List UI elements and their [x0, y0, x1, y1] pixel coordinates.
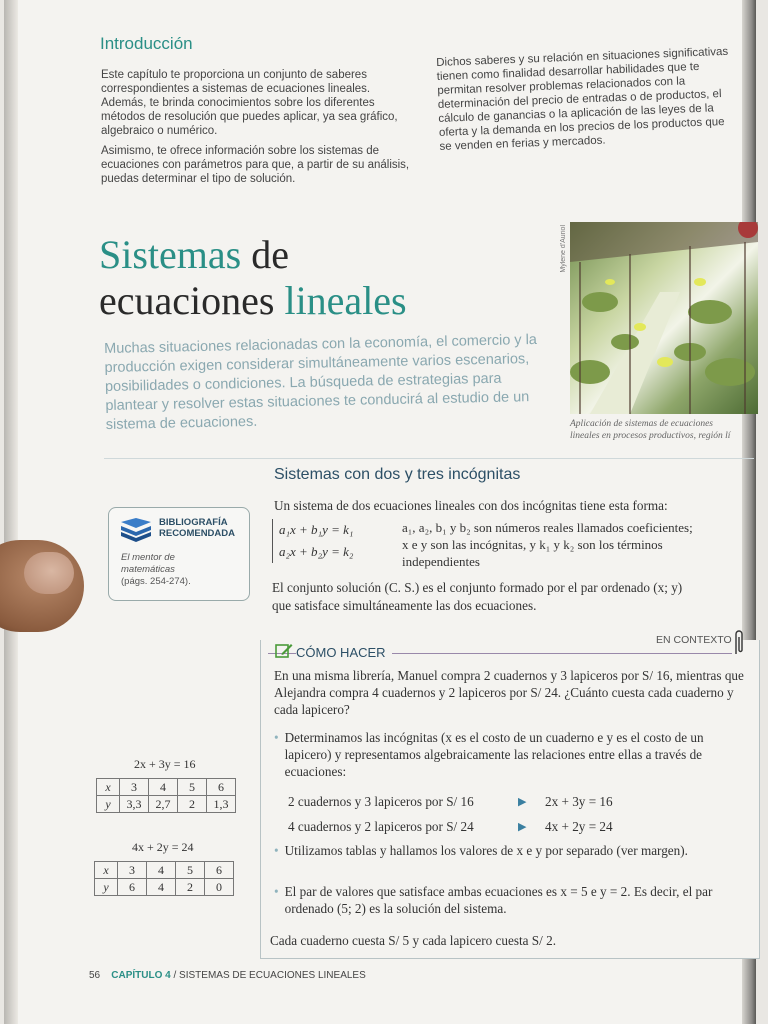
intro-title: Introducción — [100, 34, 193, 53]
page-edge-left — [4, 0, 18, 1024]
table-cell: 6 — [118, 879, 147, 896]
table-cell: 4 — [147, 862, 176, 879]
relation-1-text: 2 cuadernos y 3 lapiceros por S/ 16 — [288, 794, 474, 809]
section-divider — [104, 458, 754, 459]
page-footer — [89, 970, 366, 981]
conclusion: Cada cuaderno cuesta S/ 5 y cada lapicero cuesta S/ 2. — [270, 933, 556, 948]
table-cell: 3 — [120, 779, 149, 796]
equation-2: a₂x + b₂y = k₂ — [279, 544, 354, 559]
bullet-icon: • — [274, 884, 279, 899]
table-cell: 5 — [178, 779, 207, 796]
relation-2-equation: 4x + 2y = 24 — [545, 819, 613, 834]
table-1-x-row — [97, 779, 236, 796]
bibliography-reference — [121, 552, 191, 588]
how-to-title: CÓMO HACER — [296, 645, 392, 660]
table-cell: 6 — [207, 779, 236, 796]
chapter-title-word-4: lineales — [284, 278, 407, 323]
bibliography-heading-line-1: BIBLIOGRAFÍA — [159, 517, 228, 528]
bullet-icon: • — [274, 843, 279, 858]
photo-credit: Mylene d'Auriol — [560, 225, 567, 273]
table-cell: 4 — [147, 879, 176, 896]
greenhouse-illustration — [570, 222, 758, 414]
coefficient-description — [402, 519, 752, 570]
table-cell: x — [97, 779, 120, 796]
table-cell: 3,3 — [120, 796, 149, 813]
bibliography-heading-line-2: RECOMENDADA — [159, 528, 235, 539]
footer-separator: / — [170, 970, 180, 981]
chapter-name: SISTEMAS DE ECUACIONES LINEALES — [179, 970, 366, 981]
step-3 — [274, 883, 752, 917]
coefficient-line-2: x e y son las incógnitas, y k₁ y k₂ son los términos — [402, 537, 663, 552]
chapter-lead: Muchas situaciones relacionadas con la economía, el comercio y la producción exigen considerar simultáneamente varios escenarios, posibilidades o condiciones. La búsqueda de estrategias para plantear y resolver estas situaciones te conducirá al estudio de un sistema de ecuaciones. — [104, 331, 538, 433]
step-2 — [274, 842, 734, 859]
coefficient-line-1: a₁, a₂, b₁ y b₂ son números reales llamados coeficientes; — [402, 520, 693, 535]
table-cell: 1,3 — [207, 796, 236, 813]
equation-1: a₁x + b₁y = k₁ — [279, 522, 354, 537]
photo-caption-line-1: Aplicación de sistemas de ecuaciones — [570, 419, 713, 429]
table-cell: 4 — [149, 779, 178, 796]
book-page — [4, 0, 756, 1024]
greenhouse-photo — [570, 222, 758, 414]
table-cell: 5 — [176, 862, 205, 879]
table-1-equation: 2x + 3y = 16 — [134, 757, 196, 771]
table-2-equation: 4x + 2y = 24 — [132, 840, 194, 854]
intro-paragraph-2: Asimismo, te ofrece información sobre los sistemas de ecuaciones con parámetros para que, a partir de su análisis, puedas determinar el tipo de solución. — [101, 145, 410, 185]
intro-column-right — [436, 44, 740, 153]
table-1-y-row — [97, 796, 236, 813]
section-intro: Un sistema de dos ecuaciones lineales con dos incógnitas tiene esta forma: — [274, 498, 668, 513]
solution-set-line-2: que satisface simultáneamente las dos ecuaciones. — [272, 598, 537, 613]
intro-paragraph-3: Dichos saberes y su relación en situaciones significativas tienen como finalidad desarrollar habilidades que te permitan resolver problemas relacionados con la determinación del precio de entradas o de productos, el cálculo de ganancias o la aplicación de las leyes de la oferta y la demanda en los precios de los productos que se venden en ferias y mercados. — [436, 45, 729, 153]
table-cell: 6 — [205, 862, 234, 879]
page-number: 56 — [89, 970, 101, 981]
table-2-y-row — [95, 879, 234, 896]
table-cell: x — [95, 862, 118, 879]
chapter-title-word-1: Sistemas — [99, 232, 242, 277]
book-icon — [119, 518, 153, 544]
table-2 — [94, 861, 234, 896]
solution-set-definition — [272, 579, 682, 615]
step-1-text: Determinamos las incógnitas (x es el costo de un cuaderno e y es el costo de un lapicero) y representamos algebraicamente las relaciones entre ellas a través de ecuaciones: — [284, 730, 704, 779]
equation-system — [272, 519, 353, 563]
table-cell: 2,7 — [149, 796, 178, 813]
table-cell: 2 — [178, 796, 207, 813]
pencil-note-icon — [275, 642, 293, 659]
chapter-title-word-2: de — [241, 232, 289, 277]
intro-paragraph-1: Este capítulo te proporciona un conjunto de saberes correspondientes a sistemas de ecuaciones lineales. Además, te brinda conocimientos sobre los diferentes métodos de resolución que puedes aplicar, ya sea gráfico, algebraico o numérico. — [101, 69, 398, 137]
bibliography-line-3: (págs. 254-274). — [121, 576, 191, 587]
thumb-nail — [24, 552, 74, 594]
relation-1-equation: 2x + 3y = 16 — [545, 794, 613, 809]
context-tag: EN CONTEXTO — [656, 634, 732, 646]
table-cell: y — [95, 879, 118, 896]
coefficient-line-3: independientes — [402, 554, 480, 569]
bibliography-line-1: El mentor de — [121, 552, 175, 563]
table-cell: 0 — [205, 879, 234, 896]
chapter-label: CAPÍTULO 4 — [111, 970, 171, 981]
bullet-icon: • — [274, 730, 279, 745]
table-cell: y — [97, 796, 120, 813]
step-2-text: Utilizamos tablas y hallamos los valores de x e y por separado (ver margen). — [284, 843, 688, 858]
chapter-title — [99, 232, 407, 324]
photo-caption-line-2: lineales en procesos productivos, región lí — [570, 431, 731, 441]
intro-column-left — [101, 68, 416, 186]
bibliography-line-2: matemáticas — [121, 564, 175, 575]
paperclip-icon — [733, 628, 745, 658]
chapter-title-word-3: ecuaciones — [99, 278, 285, 323]
table-cell: 2 — [176, 879, 205, 896]
solution-set-line-1: El conjunto solución (C. S.) es el conjunto formado por el par ordenado (x; y) — [272, 580, 683, 595]
photo-caption — [570, 418, 768, 442]
bibliography-box — [108, 507, 250, 601]
section-title: Sistemas con dos y tres incógnitas — [274, 466, 521, 483]
table-2-x-row — [95, 862, 234, 879]
bibliography-heading — [159, 517, 235, 539]
step-1 — [274, 729, 752, 780]
arrow-right-icon: ▶ — [518, 821, 527, 833]
table-1 — [96, 778, 236, 813]
table-cell: 3 — [118, 862, 147, 879]
arrow-right-icon: ▶ — [518, 796, 527, 808]
step-3-text: El par de valores que satisface ambas ecuaciones es x = 5 e y = 2. Es decir, el par ordenado (5; 2) es la solución del sistema. — [284, 884, 713, 916]
relation-2-text: 4 cuadernos y 2 lapiceros por S/ 24 — [288, 819, 474, 834]
problem-statement: En una misma librería, Manuel compra 2 cuadernos y 3 lapiceros por S/ 16, mientras que Alejandra compra 4 cuadernos y 2 lapiceros por S/ 24. ¿Cuánto cuesta cada cuaderno y cada lapicero? — [274, 668, 744, 717]
